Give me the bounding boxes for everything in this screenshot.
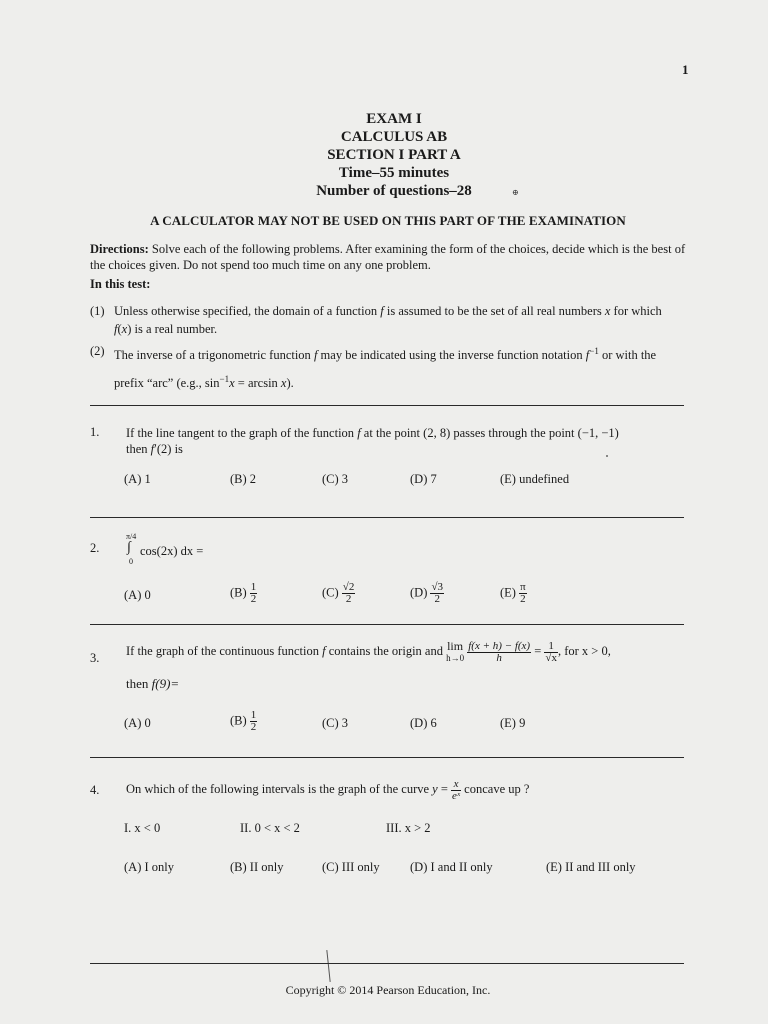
footer-divider bbox=[90, 963, 684, 964]
limit-expression: lim h→0 bbox=[446, 639, 465, 664]
answer-choice-e[interactable] bbox=[500, 582, 527, 605]
answer-choice-b[interactable]: (B) II only bbox=[230, 860, 284, 874]
note-text: for which bbox=[613, 304, 662, 318]
integral-lower-limit: 0 bbox=[129, 557, 133, 566]
rhs-fraction: $\frac{1}{√x}$ bbox=[545, 639, 557, 664]
note-text: may be indicated using the inverse function notation bbox=[320, 348, 583, 363]
scan-speck bbox=[606, 455, 608, 457]
answer-choice-b[interactable] bbox=[230, 582, 257, 605]
interval-option-1: I. x < 0 bbox=[124, 821, 161, 835]
answer-choice-a[interactable]: (A) I only bbox=[124, 860, 174, 874]
question-number: 3. bbox=[90, 651, 100, 665]
fraction: $\frac{1}{2}$ bbox=[250, 581, 257, 605]
note-text: prefix “arc” (e.g., sin bbox=[114, 376, 220, 391]
note-text: is assumed to be the set of all real numbers bbox=[386, 304, 602, 318]
choice-label: (B) bbox=[230, 713, 247, 728]
answer-choice-c[interactable]: (C) III only bbox=[322, 860, 380, 874]
answer-choice-c[interactable] bbox=[322, 582, 355, 605]
question-number: 1. bbox=[90, 425, 100, 439]
note-text: Unless otherwise specified, the domain of a function bbox=[114, 304, 378, 318]
curve-fraction: $\frac{x}{\text{eˣ}}$ bbox=[452, 777, 461, 802]
answer-choice-e[interactable]: (E) undefined bbox=[500, 472, 570, 486]
question-text: then bbox=[126, 442, 148, 456]
question-number: 2. bbox=[90, 541, 100, 555]
copyright-notice: Copyright © 2014 Pearson Education, Inc. bbox=[285, 983, 491, 997]
answer-choice-e[interactable]: (E) II and III only bbox=[546, 860, 636, 874]
answer-choice-e[interactable]: (E) 9 bbox=[500, 716, 526, 730]
difference-quotient: $\frac{f(x + h) - f(x)}{h}$ bbox=[468, 639, 531, 664]
note-number: (1) bbox=[90, 304, 105, 318]
in-this-test-heading: In this test: bbox=[90, 277, 151, 291]
question-4-text: On which of the following intervals is the graph of the curve y = $\frac{x}{\text{eˣ}}$ concave up ? bbox=[126, 777, 530, 802]
question-text: If the line tangent to the graph of the function bbox=[126, 426, 355, 440]
interval-option-3: III. x > 2 bbox=[386, 821, 431, 835]
interval-option-2: II. 0 < x < 2 bbox=[240, 821, 300, 835]
question-number: 4. bbox=[90, 783, 100, 797]
exam-title-block bbox=[0, 110, 768, 200]
answer-choice-d[interactable]: (D) 7 bbox=[410, 472, 437, 486]
question-3-then bbox=[126, 676, 179, 692]
exam-time: Time–55 minutes bbox=[338, 165, 450, 181]
directions-label: Directions: bbox=[90, 242, 149, 256]
question-text: at the point (2, 8) passes through the point (−1, −1) bbox=[363, 426, 619, 440]
answer-choice-b[interactable] bbox=[230, 710, 257, 733]
question-text: On which of the following intervals is the graph of the curve bbox=[126, 782, 430, 796]
answer-choice-c[interactable]: (C) 3 bbox=[322, 716, 349, 730]
answer-choice-d[interactable]: (D) 6 bbox=[410, 716, 437, 730]
question-text: If the graph of the continuous function bbox=[126, 644, 320, 658]
divider bbox=[90, 405, 684, 406]
divider bbox=[90, 757, 684, 758]
question-text: f(9)= bbox=[151, 676, 180, 691]
answer-choice-b[interactable]: (B) 2 bbox=[230, 472, 257, 486]
divider bbox=[90, 624, 684, 625]
divider bbox=[90, 517, 684, 518]
question-text: then bbox=[126, 676, 149, 691]
note-text: or with the bbox=[601, 348, 657, 363]
question-1-text: If the line tangent to the graph of the function f at the point (2, 8) passes through the point (−1, −1) then f′(2) is bbox=[126, 426, 619, 456]
question-text: is bbox=[174, 442, 183, 456]
fraction: $\frac{\pi}{2}$ bbox=[520, 581, 526, 605]
note-number: (2) bbox=[90, 344, 105, 358]
choice-label: (B) bbox=[230, 585, 247, 600]
integral-upper-limit: π/4 bbox=[126, 532, 137, 541]
answer-choice-c[interactable]: (C) 3 bbox=[322, 472, 349, 486]
answer-choice-d[interactable]: (D) I and II only bbox=[410, 860, 493, 874]
answer-choice-a[interactable]: (A) 0 bbox=[124, 588, 151, 602]
choice-label: (C) bbox=[322, 585, 339, 600]
exam-question-count: Number of questions–28 bbox=[316, 183, 472, 199]
question-text: contains the origin and bbox=[328, 644, 443, 658]
integral-sign: ∫ bbox=[127, 540, 131, 555]
question-3-text: If the graph of the continuous function f contains the origin and lim h→0 $\frac{f(x + h) - f(x)}{h}$ = $\frac{1}{√x}$ , for x > 0, bbox=[126, 639, 611, 664]
question-text: concave up ? bbox=[464, 782, 530, 796]
note-text: is a real number. bbox=[134, 322, 218, 336]
fraction: $\frac{√2}{2}$ bbox=[342, 581, 355, 605]
fraction: $\frac{1}{2}$ bbox=[250, 709, 257, 733]
answer-choice-a[interactable]: (A) 0 bbox=[124, 716, 151, 730]
fraction: $\frac{√3}{2}$ bbox=[431, 581, 444, 605]
exam-section: SECTION I PART A bbox=[327, 147, 461, 163]
exam-title: EXAM I bbox=[366, 111, 422, 127]
answer-choice-a[interactable]: (A) 1 bbox=[124, 472, 151, 486]
note-text: The inverse of a trigonometric function bbox=[114, 348, 311, 363]
integrand: cos(2x) dx = bbox=[140, 544, 204, 558]
note-1: (1) Unless otherwise specified, the domain of a function f is assumed to be the set of all real numbers x for which f(x) is a real number. bbox=[90, 304, 662, 336]
question-text: , for x > 0, bbox=[557, 644, 611, 658]
scan-mark-icon: ⊕ bbox=[512, 188, 519, 197]
exam-subject: CALCULUS AB bbox=[340, 129, 448, 145]
answer-choice-d[interactable] bbox=[410, 582, 444, 605]
choice-label: (E) bbox=[500, 585, 516, 600]
directions bbox=[90, 241, 690, 273]
note-text: = arcsin bbox=[237, 376, 278, 391]
note-2: (2) The inverse of a trigonometric function f may be indicated using the inverse function notation $f^{-1}$ or with the prefix “arc” (e.g., $\sin^{-1}x = \arcsin x$). bbox=[90, 344, 657, 391]
choice-label: (D) bbox=[410, 585, 428, 600]
scan-mark bbox=[326, 950, 330, 982]
calculator-warning: A CALCULATOR MAY NOT BE USED ON THIS PART OF THE EXAMINATION bbox=[150, 213, 626, 228]
page-number: 1 bbox=[682, 62, 689, 77]
directions-text: Solve each of the following problems. After examining the form of the choices, decide which is the best of the choices given. Do not spend too much time on any one problem. bbox=[90, 242, 686, 272]
